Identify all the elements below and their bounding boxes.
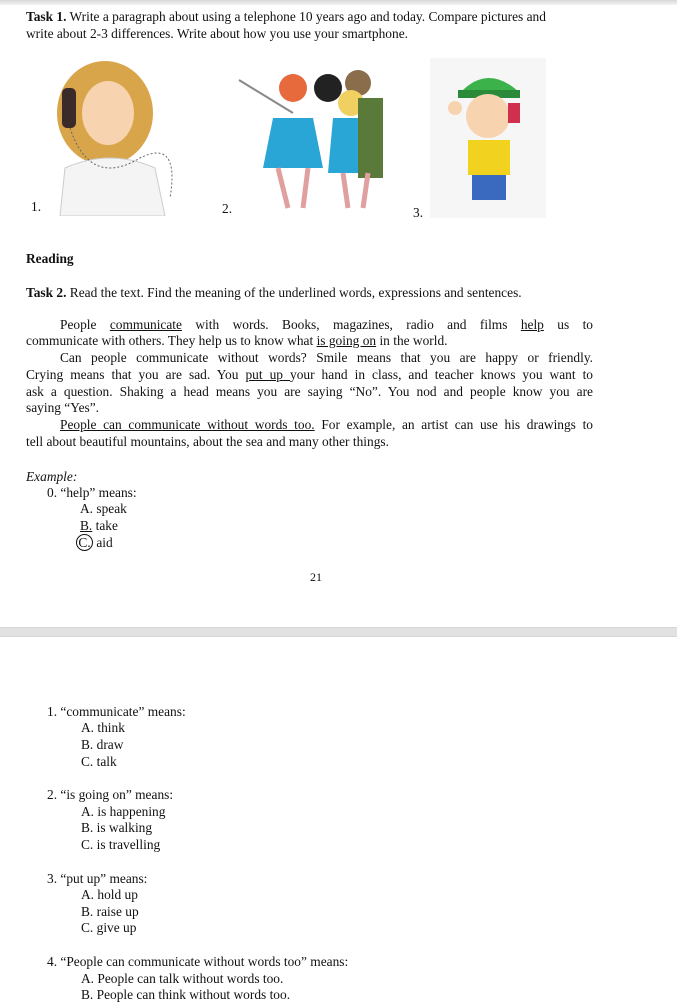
option: C. give up <box>81 920 137 935</box>
text-line: communicate with others. They help us to know what is going on in the world. <box>26 333 448 348</box>
task1-text: Write a paragraph about using a telephone 10 years ago and today. Compare pictures and <box>66 9 546 24</box>
picture-number: 1. <box>31 199 42 214</box>
question: 1. “communicate” means: <box>47 704 186 719</box>
picture-friends-selfie <box>233 58 411 214</box>
picture-woman-landline-phone <box>50 58 185 216</box>
question: 3. “put up” means: <box>47 871 148 886</box>
underlined-put-up: put up <box>245 367 290 382</box>
option: B. draw <box>81 737 124 752</box>
example-label: Example: <box>26 469 78 484</box>
reading-heading: Reading <box>26 251 74 266</box>
question: 2. “is going on” means: <box>47 787 174 802</box>
task2-text: Read the text. Find the meaning of the underlined words, expressions and sentences. <box>66 285 522 300</box>
example-option: A. speak <box>80 501 127 516</box>
text-line: saying “Yes”. <box>26 400 100 415</box>
picture-boy-smartphone <box>430 58 546 218</box>
example-option-circled: C. aid <box>76 534 113 551</box>
task1-line1 <box>26 9 546 25</box>
option: C. talk <box>81 754 117 769</box>
task2-instruction <box>26 285 522 301</box>
option: A. think <box>81 720 125 735</box>
task1-label: Task 1. <box>26 9 67 24</box>
page-top-edge <box>0 0 677 5</box>
option: C. is travelling <box>81 837 161 852</box>
page-number: 21 <box>310 570 322 584</box>
option: A. is happening <box>81 804 166 819</box>
task2-label: Task 2. <box>26 285 67 300</box>
task1-line2: write about 2-3 differences. Write about how you use your smartphone. <box>26 26 408 41</box>
question: 4. “People can communicate without words too” means: <box>47 954 349 969</box>
text-line: ask a question. Shaking a head means you are saying “No”. You nod and people know you are <box>26 384 593 399</box>
text-line: People communicate with words. Books, magazines, radio and films help us to <box>60 317 593 332</box>
option: B. People can think without words too. <box>81 987 291 1002</box>
option: B. raise up <box>81 904 139 919</box>
text-line: Can people communicate without words? Smile means that you are happy or friendly. <box>60 350 593 365</box>
page-break <box>0 627 677 637</box>
underlined-is-going-on: is going on <box>316 333 377 348</box>
text-line: Crying means that you are sad. You put up your hand in class, and teacher knows you want to <box>26 367 593 382</box>
text-line: tell about beautiful mountains, about the sea and many other things. <box>26 434 389 449</box>
example-question: 0. “help” means: <box>47 485 137 500</box>
picture-number: 2. <box>222 201 233 216</box>
underlined-communicate: communicate <box>109 317 182 332</box>
example-option: B. take <box>80 518 118 533</box>
option: B. is walking <box>81 820 153 835</box>
option: A. People can talk without words too. <box>81 971 284 986</box>
picture-number: 3. <box>413 205 424 220</box>
underlined-help: help <box>520 317 544 332</box>
text-line: People can communicate without words too. For example, an artist can use his drawings to <box>60 417 593 432</box>
answer-circle: C. <box>76 534 93 551</box>
option: A. hold up <box>81 887 138 902</box>
underlined-sentence: People can communicate without words too. <box>60 417 315 432</box>
